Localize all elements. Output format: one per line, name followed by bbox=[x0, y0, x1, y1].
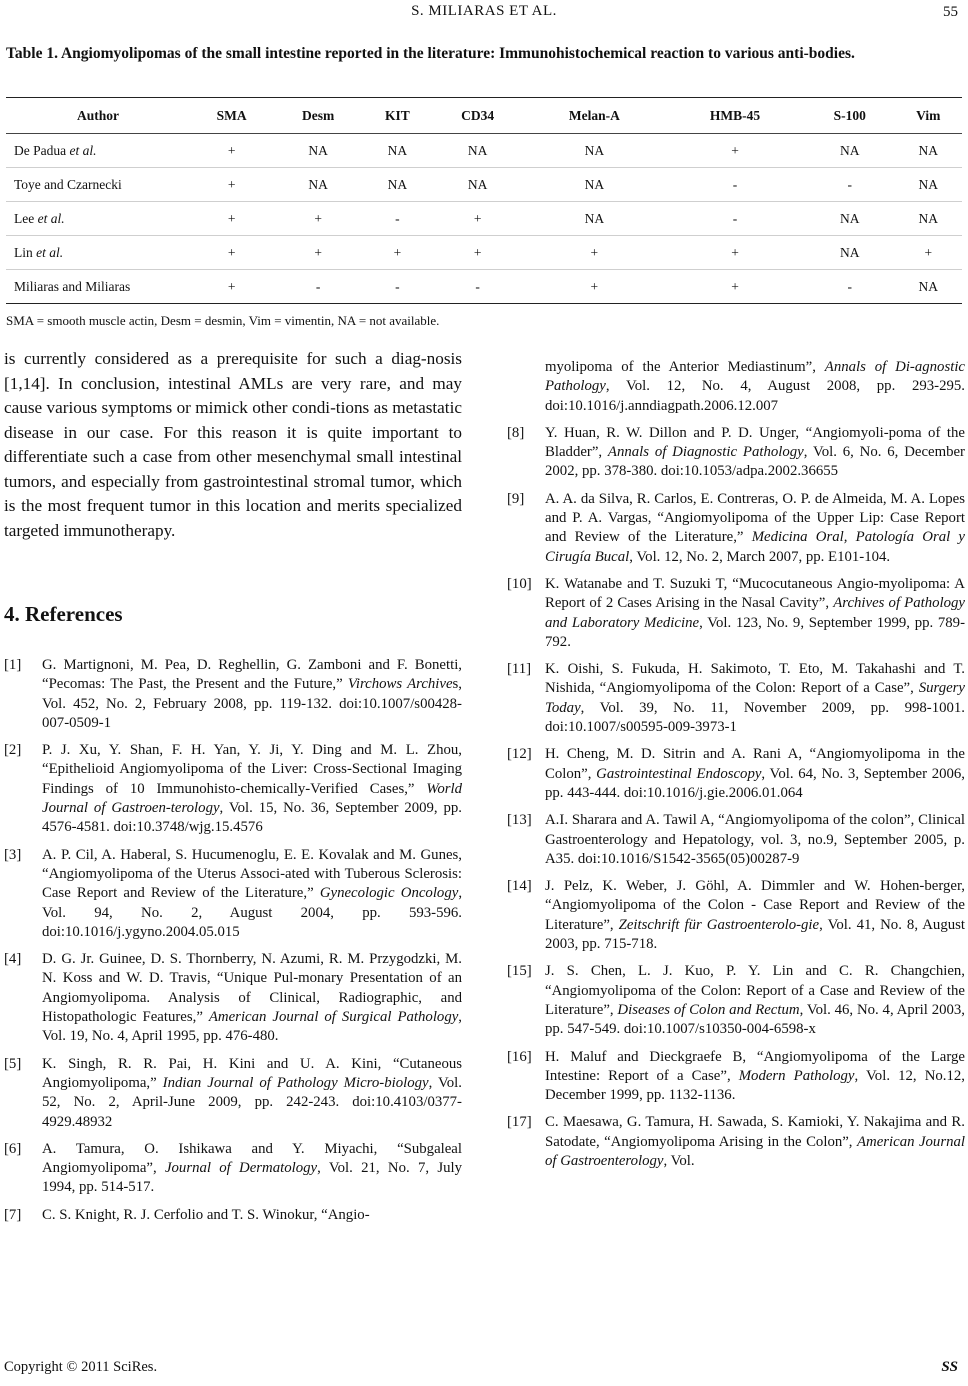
conclusion-paragraph: is currently considered as a prerequisite for such a diag-nosis [1,14]. In conclusion, intestinal AMLs are very rare, and may cause various symptoms or mimick other condi-tions as metastatic disease in our case. For this reason it is quite important to differentiate such a case from other mesenchymal small intestinal tumors, and especially from gastrointestinal stromal tumor, which is the most frequent tumor in this location and merits specialized targeted immunotherapy. bbox=[4, 349, 462, 540]
column-header: S-100 bbox=[805, 98, 895, 134]
result-cell: + bbox=[524, 270, 666, 304]
reference-item bbox=[507, 745, 965, 803]
reference-number: [17] bbox=[507, 1114, 532, 1131]
reference-item bbox=[507, 877, 965, 954]
copyright: Copyright © 2011 SciRes. bbox=[4, 1359, 158, 1375]
reference-item bbox=[507, 962, 965, 1039]
reference-text: C. S. Knight, R. J. Cerfolio and T. S. Winokur, “Angio- bbox=[42, 1206, 370, 1223]
result-cell: + bbox=[895, 236, 962, 270]
result-cell: NA bbox=[895, 168, 962, 202]
reference-text: K. Singh, R. R. Pai, H. Kini and U. A. Kini, “Cutaneous Angiomyolipoma,” Indian Journal of Pathology Micro-biology, Vol. 52, No. 2, April-June 2009, pp. 242-243. doi:10.4103/0377-4929.48932 bbox=[42, 1055, 462, 1130]
reference-number: [6] bbox=[4, 1140, 22, 1157]
reference-number: [11] bbox=[507, 661, 532, 678]
reference-number: [2] bbox=[4, 742, 22, 759]
column-header: HMB-45 bbox=[665, 98, 805, 134]
table-row bbox=[6, 134, 962, 168]
result-cell: + bbox=[190, 134, 273, 168]
reference-text: myolipoma of the Anterior Mediastinum”, Annals of Di-agnostic Pathology, Vol. 12, No. 4, August 2008, pp. 293-295. doi:10.1016/j.anndiagpath.2006.12.007 bbox=[545, 359, 966, 414]
result-cell: NA bbox=[432, 168, 524, 202]
result-cell: + bbox=[432, 202, 524, 236]
reference-text: K. Watanabe and T. Suzuki T, “Mucocutaneous Angio-myolipoma: A Report of 2 Cases Arising in the Nasal Cavity”, Archives of Pathology and Laboratory Medicine, Vol. 123, No. 9, September 1999, pp. 789-792. bbox=[545, 575, 966, 650]
reference-text: A. P. Cil, A. Haberal, S. Hucumenoglu, E. E. Kovalak and M. Gunes, “Angiomyolipoma of the Uterus Associ-ated with Tuberous Sclerosis: Case Report and Review of the Literature,” Gynecologic Oncology, Vol. 94, No. 2, August 2004, pp. 593-596. doi:10.1016/j.ygyno.2004.05.015 bbox=[42, 846, 463, 940]
reference-item bbox=[507, 660, 965, 737]
reference-text: J. Pelz, K. Weber, J. Göhl, A. Dimmler and W. Hohen-berger, “Angiomyolipoma of the Colon - Case Report and Review of the Literature”, Zeitschrift für Gastroenterolo-gie, Vol. 41, No. 8, August 2003, pp. 715-718. bbox=[545, 878, 965, 953]
result-cell: - bbox=[363, 270, 432, 304]
reference-number: [14] bbox=[507, 878, 532, 895]
journal-abbreviation: SS bbox=[941, 1359, 958, 1375]
reference-text: A. Tamura, O. Ishikawa and Y. Miyachi, “Subgaleal Angiomyolipoma”, Journal of Dermatology, Vol. 21, No. 7, July 1994, pp. 514-517. bbox=[42, 1140, 462, 1196]
result-cell: - bbox=[273, 270, 363, 304]
result-cell: NA bbox=[805, 134, 895, 168]
table-row bbox=[6, 236, 962, 270]
reference-number: [3] bbox=[4, 846, 22, 863]
table-row bbox=[6, 202, 962, 236]
result-cell: NA bbox=[895, 270, 962, 304]
reference-number: [12] bbox=[507, 746, 532, 763]
result-cell: + bbox=[273, 236, 363, 270]
reference-number: [5] bbox=[4, 1055, 22, 1072]
result-cell: - bbox=[665, 168, 805, 202]
result-cell: + bbox=[432, 236, 524, 270]
result-cell: NA bbox=[805, 236, 895, 270]
result-cell: - bbox=[805, 270, 895, 304]
reference-text: K. Oishi, S. Fukuda, H. Sakimoto, T. Eto, M. Takahashi and T. Nishida, “Angiomyolipoma of the Colon: Report of a Case”, Surgery Today, Vol. 39, No. 11, November 2009, pp. 998-1001. doi:10.1007/s00595-009-3973-1 bbox=[545, 661, 965, 736]
result-cell: + bbox=[363, 236, 432, 270]
result-cell: + bbox=[190, 270, 273, 304]
reference-number bbox=[507, 358, 545, 416]
author-cell: Miliaras and Miliaras bbox=[6, 270, 190, 304]
reference-text: H. Cheng, M. D. Sitrin and A. Rani A, “Angiomyolipoma in the Colon”, Gastrointestinal Endoscopy, Vol. 64, No. 3, September 2006, pp. 443-444. doi:10.1016/j.gie.2006.01.064 bbox=[545, 746, 965, 801]
reference-number: [16] bbox=[507, 1048, 532, 1065]
reference-item bbox=[4, 1055, 462, 1132]
result-cell: NA bbox=[895, 134, 962, 168]
reference-number: [7] bbox=[4, 1206, 22, 1223]
reference-number: [1] bbox=[4, 657, 22, 673]
reference-item bbox=[4, 846, 462, 942]
reference-item bbox=[507, 575, 965, 652]
reference-item bbox=[507, 1113, 965, 1171]
result-cell: - bbox=[665, 202, 805, 236]
result-cell: + bbox=[665, 134, 805, 168]
reference-text: P. J. Xu, Y. Shan, F. H. Yan, Y. Ji, Y. Ding and M. L. Zhou, “Epithelioid Angiomyolipoma of the Liver: Cross-Sectional Imaging Findings of 10 Immunohisto-chemically-Verified Cases,” World Journal of Gastroen-terology, Vol. 15, No. 36, September 2009, pp. 4576-4581. doi:10.3748/wjg.15.4576 bbox=[42, 742, 462, 836]
author-cell: Lin et al. bbox=[6, 236, 190, 270]
result-cell: NA bbox=[363, 168, 432, 202]
column-header: Author bbox=[6, 98, 190, 134]
reference-text: A. A. da Silva, R. Carlos, E. Contreras, O. P. de Almeida, M. A. Lopes and P. A. Vargas, “Angiomyolipoma of the Upper Lip: Case Report and Review of the Literature,” Medicina Oral, Patología Oral y Cirugía Bucal, Vol. 12, No. 2, March 2007, pp. E101-104. bbox=[545, 490, 965, 565]
author-cell: De Padua et al. bbox=[6, 134, 190, 168]
result-cell: - bbox=[805, 168, 895, 202]
reference-text: Y. Huan, R. W. Dillon and P. D. Unger, “Angiomyoli-poma of the Bladder”, Annals of Diagnostic Pathology, Vol. 6, No. 6, December 2002, pp. 378-380. doi:10.1053/adpa.2002.36655 bbox=[545, 424, 965, 480]
result-cell: NA bbox=[805, 202, 895, 236]
table-row bbox=[6, 270, 962, 304]
reference-number: [10] bbox=[507, 575, 532, 592]
column-header: Vim bbox=[895, 98, 962, 134]
column-header: Melan-A bbox=[524, 98, 666, 134]
result-cell: NA bbox=[273, 168, 363, 202]
author-cell: Toye and Czarnecki bbox=[6, 168, 190, 202]
reference-text: G. Martignoni, M. Pea, D. Reghellin, G. Zamboni and F. Bonetti, “Pecomas: The Past, the Present and the Future,” Virchows Archives, Vol. 452, No. 2, February 2008, pp. 119-132. doi:10.1007/s00428-007-0509-1 bbox=[42, 657, 462, 731]
page-number: 55 bbox=[943, 4, 958, 20]
reference-number: [13] bbox=[507, 812, 532, 829]
result-cell: + bbox=[273, 202, 363, 236]
reference-text: D. G. Jr. Guinee, D. S. Thornberry, N. Azumi, R. M. Przygodzki, M. N. Koss and W. D. Travis, “Unique Pul-monary Presentation of an Angiomyolipoma. Analysis of Clinical, Radiographic, and Histopathologic Features,” American Journal of Surgical Pathology, Vol. 19, No. 4, April 1995, pp. 476-480. bbox=[42, 951, 462, 1045]
result-cell: + bbox=[190, 168, 273, 202]
column-header: SMA bbox=[190, 98, 273, 134]
section-title: 4. References bbox=[4, 602, 123, 626]
reference-item bbox=[4, 656, 462, 733]
result-cell: - bbox=[363, 202, 432, 236]
author-cell: Lee et al. bbox=[6, 202, 190, 236]
reference-item bbox=[4, 1206, 462, 1225]
reference-text: A.I. Sharara and A. Tawil A, “Angiomyolipoma of the colon”, Clinical Gastroenterology and Hepatology, vol. 3, no.9, September 2005, p. A35. doi:10.1016/S1542-3565(05)00287-9 bbox=[545, 812, 965, 867]
reference-number: [15] bbox=[507, 963, 532, 980]
column-header: KIT bbox=[363, 98, 432, 134]
result-cell: NA bbox=[273, 134, 363, 168]
result-cell: NA bbox=[524, 134, 666, 168]
reference-item bbox=[4, 1140, 462, 1198]
result-cell: + bbox=[190, 236, 273, 270]
column-header: CD34 bbox=[432, 98, 524, 134]
result-cell: NA bbox=[524, 168, 666, 202]
reference-item bbox=[507, 811, 965, 869]
result-cell: + bbox=[665, 236, 805, 270]
table-row bbox=[6, 168, 962, 202]
reference-item bbox=[507, 358, 965, 416]
column-header: Desm bbox=[273, 98, 363, 134]
references-right-column bbox=[507, 358, 965, 1179]
reference-text: J. S. Chen, L. J. Kuo, P. Y. Lin and C. R. Changchien, “Angiomyolipoma of the Colon: Report of a Case and Review of the Literature”, Diseases of Colon and Rectum, Vol. 46, No. 4, April 2003, pp. 547-549. doi:10.1007/s10350-004-6598-x bbox=[545, 963, 965, 1038]
result-cell: + bbox=[190, 202, 273, 236]
reference-text: H. Maluf and Dieckgraefe B, “Angiomyolipoma of the Large Intestine: Report of a Case”, Modern Pathology, Vol. 12, No.12, December 1999, pp. 1132-1136. bbox=[545, 1048, 965, 1104]
reference-number: [9] bbox=[507, 490, 525, 507]
result-cell: NA bbox=[363, 134, 432, 168]
result-cell: NA bbox=[524, 202, 666, 236]
reference-item bbox=[507, 424, 965, 482]
reference-number: [8] bbox=[507, 424, 525, 441]
reference-item bbox=[507, 490, 965, 567]
immunohistochemistry-table bbox=[6, 97, 962, 304]
result-cell: - bbox=[432, 270, 524, 304]
reference-text: C. Maesawa, G. Tamura, H. Sawada, S. Kamioki, Y. Nakajima and R. Satodate, “Angiomyolipoma Arising in the Colon”, American Journal of Gastroenterology, Vol. bbox=[545, 1114, 965, 1169]
table-header-row bbox=[6, 98, 962, 134]
reference-item bbox=[4, 950, 462, 1046]
result-cell: + bbox=[524, 236, 666, 270]
reference-item bbox=[507, 1048, 965, 1106]
running-head: S. MILIARAS ET AL. bbox=[411, 3, 557, 19]
result-cell: NA bbox=[432, 134, 524, 168]
table-footnote: SMA = smooth muscle actin, Desm = desmin, Vim = vimentin, NA = not available. bbox=[6, 313, 440, 328]
result-cell: + bbox=[665, 270, 805, 304]
table-caption: Table 1. Angiomyolipomas of the small intestine reported in the literature: Immunohistochemical reaction to various anti-bodies. bbox=[6, 45, 855, 62]
reference-item bbox=[4, 741, 462, 837]
references-left-column bbox=[4, 656, 462, 1233]
result-cell: NA bbox=[895, 202, 962, 236]
reference-number: [4] bbox=[4, 951, 22, 968]
